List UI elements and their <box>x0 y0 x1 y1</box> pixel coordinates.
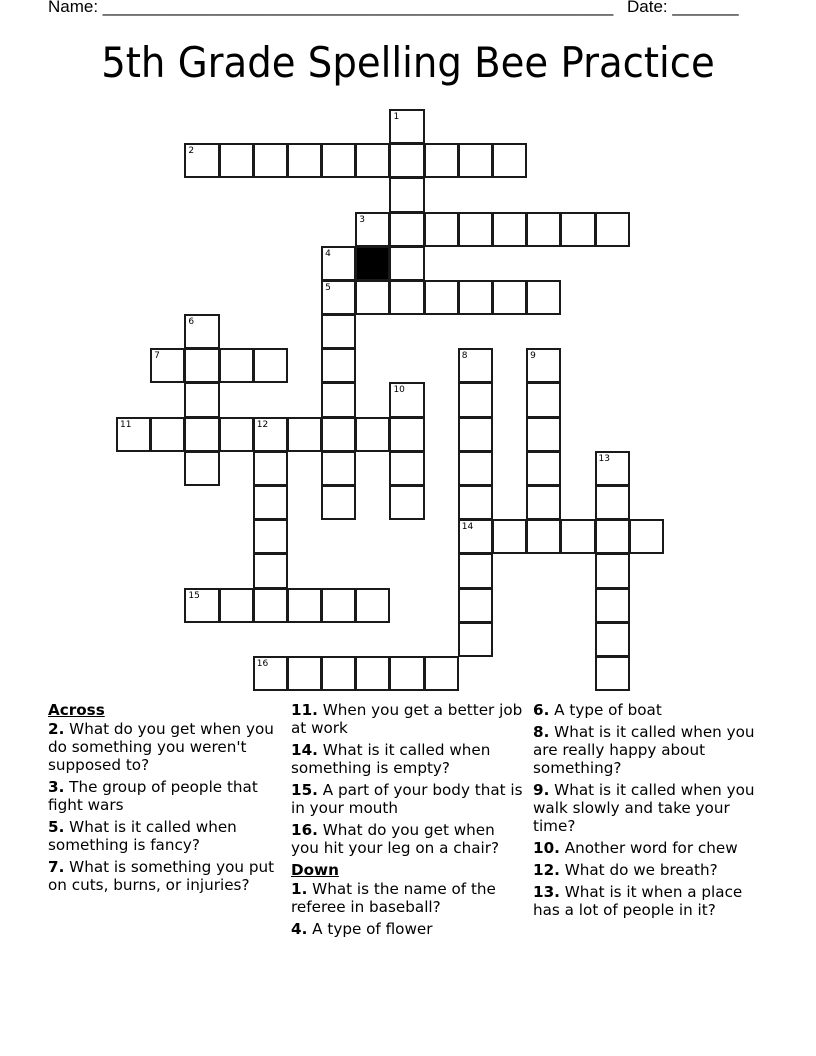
clue-down-10 <box>533 839 773 857</box>
clue-text: Another word for chew <box>564 839 738 857</box>
clue-across-7 <box>48 858 280 894</box>
clue-number: 3. <box>48 778 65 796</box>
clue-number: 1. <box>291 880 308 898</box>
grid-cell[interactable] <box>389 656 424 691</box>
clue-number: 16. <box>291 821 318 839</box>
grid-cell[interactable] <box>389 177 424 212</box>
grid-cell[interactable] <box>629 519 664 554</box>
grid-cell[interactable] <box>219 588 254 623</box>
grid-cell[interactable] <box>595 519 630 554</box>
grid-cell[interactable] <box>560 519 595 554</box>
clue-number: 10. <box>533 839 560 857</box>
grid-cell[interactable] <box>424 280 459 315</box>
grid-cell[interactable] <box>184 314 219 349</box>
grid-cell[interactable] <box>253 656 288 691</box>
grid-cell[interactable] <box>595 622 630 657</box>
grid-cell[interactable] <box>253 588 288 623</box>
grid-cell[interactable] <box>253 348 288 383</box>
grid-cell[interactable] <box>150 417 185 452</box>
grid-cell[interactable] <box>287 656 322 691</box>
grid-cell[interactable] <box>355 280 390 315</box>
grid-cell[interactable] <box>355 143 390 178</box>
black-cell <box>355 246 390 281</box>
cell-number: 1 <box>393 112 400 122</box>
grid-cell[interactable] <box>253 553 288 588</box>
cell-number: 11 <box>120 419 132 430</box>
grid-cell[interactable] <box>389 246 424 281</box>
grid-cell[interactable] <box>184 588 219 623</box>
grid-cell[interactable] <box>458 417 493 452</box>
clue-text: A type of flower <box>312 920 433 938</box>
clue-text: What is it called when you walk slowly and take your time? <box>533 781 755 835</box>
grid-cell[interactable] <box>424 212 459 247</box>
grid-cell[interactable] <box>253 451 288 486</box>
clue-text: What is it called when you are really happy about something? <box>533 723 755 777</box>
clue-across-11 <box>291 701 523 737</box>
grid-cell[interactable] <box>389 109 424 144</box>
clue-number: 9. <box>533 781 550 799</box>
clue-across-5 <box>48 818 280 854</box>
grid-cell[interactable] <box>595 656 630 691</box>
grid-cell[interactable] <box>184 382 219 417</box>
cell-number: 5 <box>325 282 331 293</box>
clue-text: What do we breath? <box>564 861 718 879</box>
clue-down-13 <box>533 883 773 919</box>
clue-number: 6. <box>533 701 550 719</box>
grid-cell[interactable] <box>253 519 288 554</box>
grid-cell[interactable] <box>321 451 356 486</box>
grid-cell[interactable] <box>184 143 219 178</box>
grid-cell[interactable] <box>184 451 219 486</box>
grid-cell[interactable] <box>458 143 493 178</box>
grid-cell[interactable] <box>253 417 288 452</box>
clue-text: The group of people that fight wars <box>48 778 258 814</box>
grid-cell[interactable] <box>321 656 356 691</box>
grid-cell[interactable] <box>492 212 527 247</box>
cell-number: 16 <box>256 658 269 669</box>
grid-cell[interactable] <box>492 280 527 315</box>
cell-number: 4 <box>325 248 331 259</box>
cell-number: 14 <box>461 522 474 533</box>
grid-cell[interactable] <box>287 417 322 452</box>
grid-cell[interactable] <box>184 417 219 452</box>
grid-cell[interactable] <box>595 485 630 520</box>
clues-column-2 <box>291 701 523 942</box>
grid-cell[interactable] <box>526 519 561 554</box>
grid-cell[interactable] <box>389 212 424 247</box>
clue-number: 7. <box>48 858 65 876</box>
grid-cell[interactable] <box>389 280 424 315</box>
cell-number: 3 <box>359 214 365 225</box>
grid-cell[interactable] <box>526 417 561 452</box>
clue-text: What is it when a place has a lot of people in it? <box>533 883 743 919</box>
grid-cell[interactable] <box>458 348 493 383</box>
clue-text: When you get a better job at work <box>291 701 523 737</box>
clue-down-6 <box>533 701 773 719</box>
clue-text: What do you get when you hit your leg on a chair? <box>291 821 500 857</box>
grid-cell[interactable] <box>321 246 356 281</box>
grid-cell[interactable] <box>458 519 493 554</box>
grid-cell[interactable] <box>355 588 390 623</box>
clue-across-15 <box>291 781 523 817</box>
grid-cell[interactable] <box>287 143 322 178</box>
grid-cell[interactable] <box>492 519 527 554</box>
down-heading: Down <box>291 861 339 879</box>
grid-cell[interactable] <box>321 314 356 349</box>
grid-cell[interactable] <box>321 588 356 623</box>
grid-cell[interactable] <box>526 348 561 383</box>
clue-number: 8. <box>533 723 550 741</box>
clue-text: What is it called when something is empty? <box>291 741 491 777</box>
grid-cell[interactable] <box>526 485 561 520</box>
grid-cell[interactable] <box>389 451 424 486</box>
clue-down-9 <box>533 781 773 835</box>
grid-cell[interactable] <box>150 348 185 383</box>
grid-cell[interactable] <box>526 382 561 417</box>
cell-number: 9 <box>530 351 536 362</box>
grid-cell[interactable] <box>458 485 493 520</box>
clue-number: 11. <box>291 701 318 719</box>
grid-cell[interactable] <box>253 143 288 178</box>
cell-number: 13 <box>598 453 610 464</box>
clues-column-1 <box>48 701 280 898</box>
clue-number: 4. <box>291 920 308 938</box>
grid-cell[interactable] <box>595 588 630 623</box>
grid-cell[interactable] <box>389 143 424 178</box>
clue-text: A type of boat <box>554 701 662 719</box>
clue-text: What is something you put on cuts, burns, or injuries? <box>48 858 275 894</box>
clue-number: 2. <box>48 720 65 738</box>
cell-number: 2 <box>188 146 195 157</box>
grid-cell[interactable] <box>458 588 493 623</box>
grid-cell[interactable] <box>595 553 630 588</box>
clue-number: 5. <box>48 818 65 836</box>
page-title: 5th Grade Spelling Bee Practice <box>101 38 715 87</box>
clue-across-3 <box>48 778 280 814</box>
cell-number: 8 <box>461 351 468 362</box>
grid-cell[interactable] <box>458 212 493 247</box>
grid-cell[interactable] <box>321 280 356 315</box>
grid-cell[interactable] <box>595 451 630 486</box>
clue-text: What is the name of the referee in baseball? <box>291 880 496 916</box>
clues-column-3 <box>533 701 773 923</box>
grid-cell[interactable] <box>526 212 561 247</box>
clue-number: 14. <box>291 741 318 759</box>
grid-cell[interactable] <box>389 382 424 417</box>
grid-cell[interactable] <box>458 382 493 417</box>
cell-number: 10 <box>393 385 405 396</box>
clue-across-14 <box>291 741 523 777</box>
grid-cell[interactable] <box>389 417 424 452</box>
cell-number: 6 <box>188 317 195 328</box>
grid-cell[interactable] <box>458 553 493 588</box>
grid-cell[interactable] <box>355 656 390 691</box>
across-heading: Across <box>48 701 105 719</box>
grid-cell[interactable] <box>219 348 254 383</box>
grid-cell[interactable] <box>253 485 288 520</box>
grid-cell[interactable] <box>321 485 356 520</box>
clue-across-2 <box>48 720 280 774</box>
grid-cell[interactable] <box>321 382 356 417</box>
cell-number: 7 <box>154 351 160 362</box>
clue-down-1 <box>291 880 523 916</box>
cell-number: 15 <box>188 590 200 601</box>
grid-cell[interactable] <box>321 348 356 383</box>
grid-cell[interactable] <box>321 417 356 452</box>
grid-cell[interactable] <box>458 622 493 657</box>
grid-cell[interactable] <box>424 656 459 691</box>
grid-cell[interactable] <box>458 280 493 315</box>
grid-cell[interactable] <box>424 143 459 178</box>
clue-down-12 <box>533 861 773 879</box>
cell-number: 12 <box>256 419 269 430</box>
clue-number: 12. <box>533 861 560 879</box>
clue-text: What do you get when you do something you weren't supposed to? <box>48 720 274 774</box>
clue-text: What is it called when something is fancy? <box>48 818 237 854</box>
grid-cell[interactable] <box>116 417 151 452</box>
clue-number: 15. <box>291 781 318 799</box>
grid-cell[interactable] <box>458 451 493 486</box>
clue-down-8 <box>533 723 773 777</box>
grid-cell[interactable] <box>287 588 322 623</box>
clue-across-16 <box>291 821 523 857</box>
grid-cell[interactable] <box>184 348 219 383</box>
grid-cell[interactable] <box>526 451 561 486</box>
grid-cell[interactable] <box>355 417 390 452</box>
clue-down-4 <box>291 920 523 938</box>
date-field[interactable]: Date: _______ <box>627 0 739 16</box>
grid-cell[interactable] <box>321 143 356 178</box>
grid-cell[interactable] <box>219 417 254 452</box>
clue-number: 13. <box>533 883 560 901</box>
grid-cell[interactable] <box>389 485 424 520</box>
grid-cell[interactable] <box>560 212 595 247</box>
clue-text: A part of your body that is in your mouth <box>291 781 523 817</box>
grid-cell[interactable] <box>219 143 254 178</box>
grid-cell[interactable] <box>595 212 630 247</box>
grid-cell[interactable] <box>355 212 390 247</box>
grid-cell[interactable] <box>492 143 527 178</box>
name-field[interactable]: Name: ______________________________________________________ <box>48 0 614 16</box>
grid-cell[interactable] <box>526 280 561 315</box>
